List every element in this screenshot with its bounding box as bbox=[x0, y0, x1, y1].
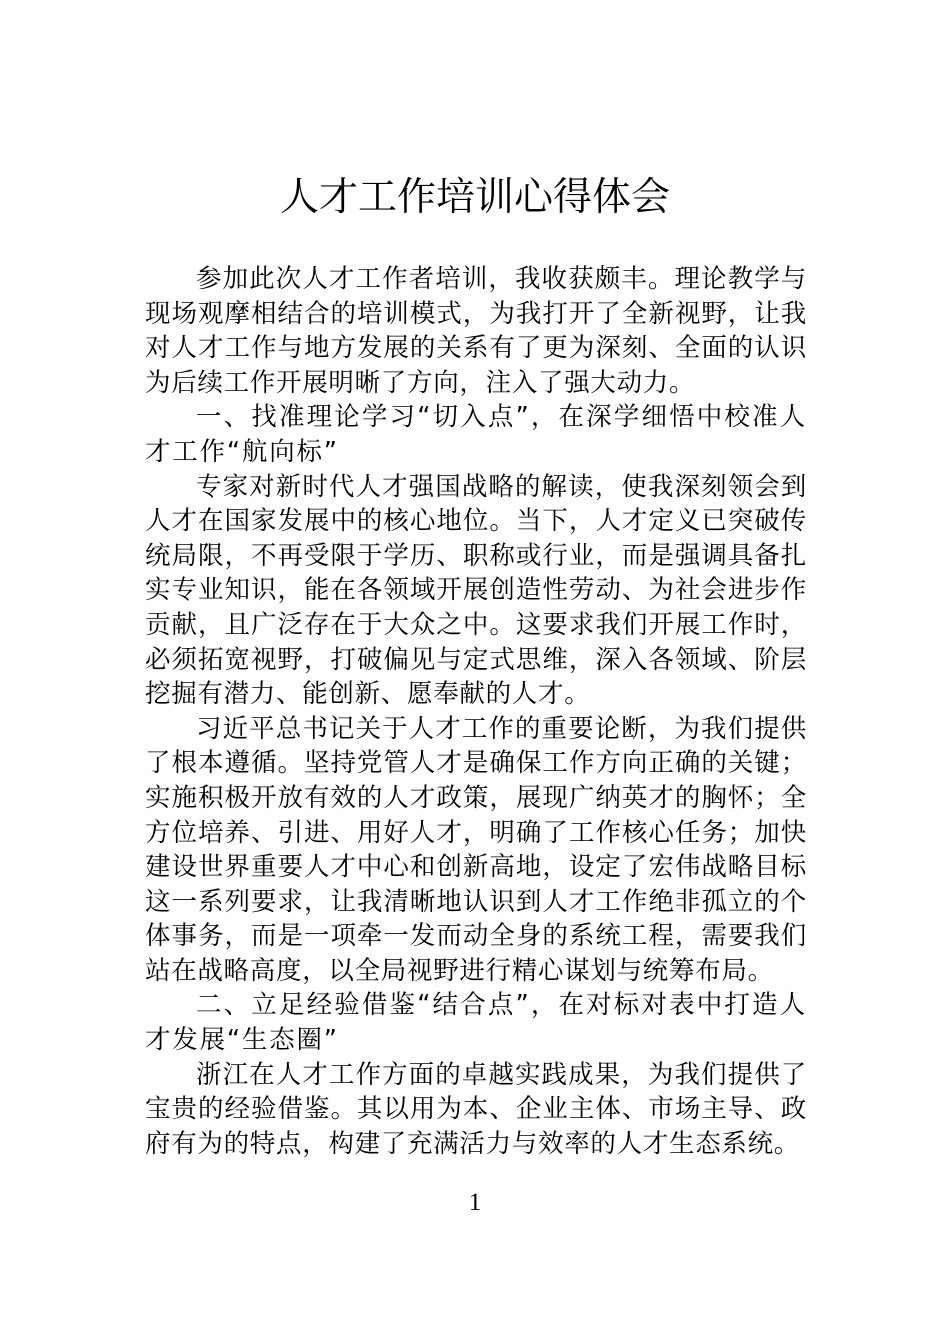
paragraph-section2-a: 浙江在人才工作方面的卓越实践成果，为我们提供了宝贵的经验借鉴。其以用为本、企业主体、市场主导、政府有为的特点，构建了充满活力与效率的人才生态系统。 bbox=[145, 1059, 807, 1159]
document-body bbox=[145, 262, 807, 1161]
section-heading-1: 一、找准理论学习“切入点”，在深学细悟中校准人才工作“航向标” bbox=[145, 402, 807, 467]
section-heading-2: 二、立足经验借鉴“结合点”，在对标对表中打造人才发展“生态圈” bbox=[145, 990, 807, 1056]
paragraph-section1-b: 习近平总书记关于人才工作的重要论断，为我们提供了根本遵循。坚持党管人才是确保工作方向正确的关键；实施积极开放有效的人才政策，展现广纳英才的胸怀；全方位培养、引进、用好人才，明确了工作核心任务；加快建设世界重要人才中心和创新高地，设定了宏伟战略目标这一系列要求，让我清晰地认识到人才工作绝非孤立的个体事务，而是一项牵一发而动全身的系统工程，需要我们站在战略高度，以全局视野进行精心谋划与统筹布局。 bbox=[145, 713, 807, 986]
page-title: 人才工作培训心得体会 bbox=[279, 175, 670, 220]
page-number: 1 bbox=[468, 1189, 482, 1216]
paragraph-intro: 参加此次人才工作者培训，我收获颇丰。理论教学与现场观摩相结合的培训模式，为我打开了全新视野，让我对人才工作与地方发展的关系有了更为深刻、全面的认识为后续工作开展明晰了方向，注入了强大动力。 bbox=[145, 264, 807, 398]
paragraph-section1-a: 专家对新时代人才强国战略的解读，使我深刻领会到人才在国家发展中的核心地位。当下，人才定义已突破传统局限，不再受限于学历、职称或行业，而是强调具备扎实专业知识，能在各领域开展创造性劳动、为社会进步作贡献，且广泛存在于大众之中。这要求我们开展工作时，必须拓宽视野，打破偏见与定式思维，深入各领域、阶层挖掘有潜力、能创新、愿奉献的人才。 bbox=[145, 471, 807, 710]
